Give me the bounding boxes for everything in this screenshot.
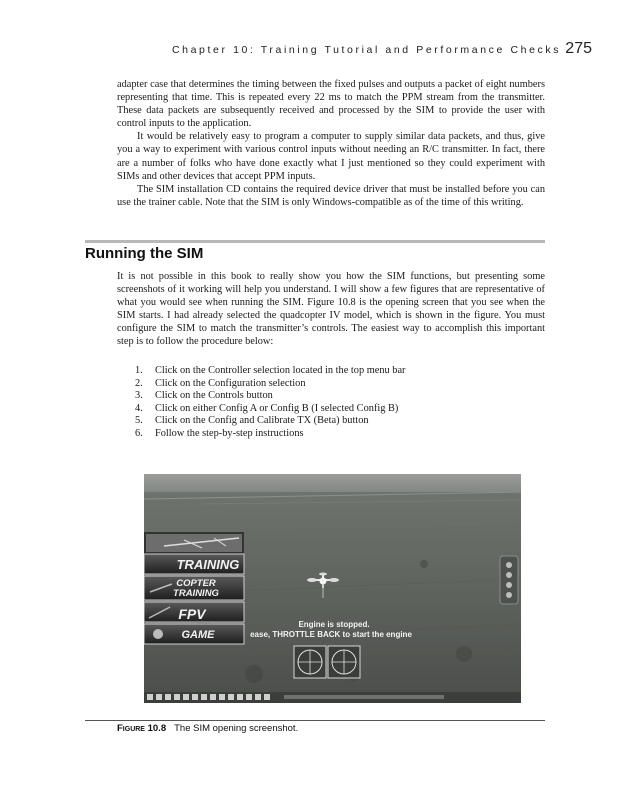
running-head: Chapter 10: Training Tutorial and Performance Checks [172,44,562,56]
fpv-label: FPV [178,606,206,622]
list-text: Click on the Configuration selection [155,377,306,389]
list-item [117,378,537,391]
engine-status-text: Engine is stopped. [298,620,370,629]
list-number: 2. [135,377,143,389]
list-item [117,365,537,378]
game-label: GAME [181,629,215,641]
list-number: 1. [135,365,143,376]
paragraph: adapter case that determines the timing between the fixed pulses and outputs a packet of eight numbers representing that time. This is repeated every 22 ms to match the PPM stream from the transmitter. These data packets are subsequently received and processed by the SIM to provide the user with control inputs to the application. [117,79,545,130]
list-number: 3. [135,390,143,402]
list-item [117,428,537,441]
copter-training-label: TRAINING [173,588,219,599]
paragraph: It is not possible in this book to really show you how the SIM functions, but presenting some screenshots of it working will help you understand. I will show a few figures that are representative of what you would see when running the SIM. Figure 10.8 is the opening screen that you see when the SIM starts. I had already selected the quadcopter IV model, which is shown in the figure. You must configure the SIM to match the transmitter’s controls. The easiest way to accomplish this important step is to follow the procedure below: [117,271,545,348]
list-item [117,390,537,403]
fpv-button[interactable] [144,602,244,622]
intro-text [117,78,545,209]
list-text: Click on either Config A or Config B (I selected Config B) [155,402,399,414]
throttle-instruction-text: ease, THROTTLE BACK to start the engine [250,630,412,639]
right-stick-indicator [328,646,360,678]
figure-caption [117,723,298,734]
list-item [117,415,537,428]
training-button[interactable] [144,554,244,574]
caption-text: The SIM opening screenshot. [174,723,299,734]
bottom-toolbar[interactable] [144,692,521,703]
left-stick-indicator [294,646,326,678]
list-text: Click on the Controller selection located in the top menu bar [155,365,406,376]
list-text: Click on the Config and Calibrate TX (Beta) button [155,415,369,427]
copter-label: COPTER [176,578,216,589]
list-number: 5. [135,415,143,427]
list-number: 4. [135,402,143,414]
section-heading: Running the SIM [85,245,204,262]
list-text: Click on the Controls button [155,390,273,402]
figure-rule [85,720,545,721]
training-label: TRAINING [176,557,240,572]
paragraph: The SIM installation CD contains the required device driver that must be installed before you can use the trainer cable. Note that the SIM is only Windows-compatible as of the time of this writing. [117,183,545,208]
side-control-panel[interactable] [500,556,518,604]
sim-screenshot [144,474,521,703]
game-button[interactable] [144,624,244,644]
paragraph: It would be relatively easy to program a computer to supply similar data packets, and thus, give you a way to experiment with various control inputs without needing an R/C transmitter. In fact, there are a number of folks who have done exactly what I just mentioned so they could experiment with SIMs and other devices that accept PPM inputs. [117,131,545,182]
sim-scene [144,474,521,703]
list-number: 6. [135,427,143,439]
figure-label: Figure 10.8 [117,723,167,734]
running-header [172,40,592,60]
copter-training-button[interactable] [144,576,244,600]
list-text: Follow the step-by-step instructions [155,427,304,439]
page-number: 275 [565,40,592,57]
menu-thumbnail [144,532,244,554]
section-text [117,270,545,349]
list-item [117,403,537,416]
procedure-list [117,365,537,441]
section-rule [85,240,545,243]
